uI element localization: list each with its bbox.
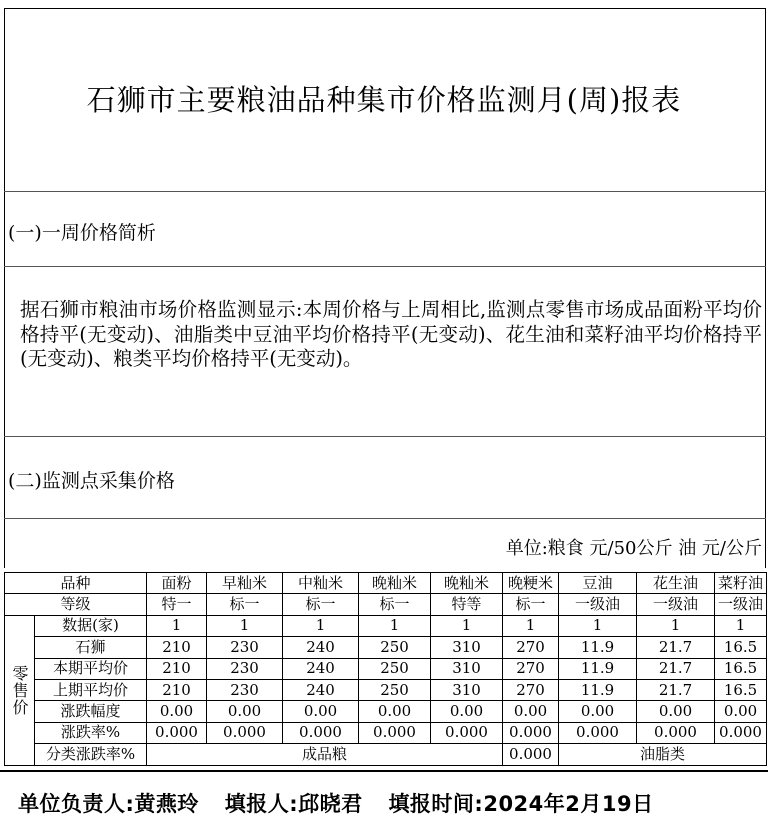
table-cell: 0.000 — [637, 722, 715, 743]
table-cell: 0.00 — [503, 701, 559, 722]
table-cell: 250 — [359, 679, 431, 700]
category-rate-row — [5, 744, 767, 765]
product-header: 晚籼米 — [359, 573, 431, 594]
section-monitoring-prices-label: (二)监测点采集价格 — [8, 470, 175, 492]
table-cell: 11.9 — [559, 658, 637, 679]
report-title: 石狮市主要粮油品种集市价格监测月(周)报表 — [86, 83, 682, 117]
table-cell: 21.7 — [637, 658, 715, 679]
product-header: 花生油 — [637, 573, 715, 594]
grade-cell: 标一 — [283, 594, 359, 615]
table-cell: 210 — [147, 637, 207, 658]
row-label: 涨跌率% — [35, 722, 147, 743]
table-cell: 210 — [147, 679, 207, 700]
table-cell: 1 — [715, 615, 767, 636]
table-cell: 270 — [503, 679, 559, 700]
grade-cell: 一级油 — [559, 594, 637, 615]
table-cell: 0.000 — [503, 722, 559, 743]
table-cell: 0.000 — [283, 722, 359, 743]
table-cell: 11.9 — [559, 679, 637, 700]
grain-category-name: 成品粮 — [147, 744, 503, 765]
grade-cell: 标一 — [207, 594, 283, 615]
unit-note: 单位:粮食 元/50公斤 油 元/公斤 — [505, 538, 762, 559]
table-cell: 310 — [431, 679, 503, 700]
footer-divider — [0, 770, 768, 772]
section-weekly-analysis-label: (一)一周价格简析 — [8, 222, 156, 244]
table-cell: 240 — [283, 637, 359, 658]
table-row — [5, 615, 767, 636]
oil-category-name: 油脂类 — [559, 744, 767, 765]
responsible-person: 单位负责人:黄燕玲 — [18, 792, 199, 816]
report-footer — [18, 788, 672, 818]
table-cell: 270 — [503, 658, 559, 679]
retail-price-side-label: 零售价 — [5, 615, 35, 765]
table-cell: 250 — [359, 637, 431, 658]
table-cell: 230 — [207, 658, 283, 679]
table-cell: 1 — [503, 615, 559, 636]
table-cell: 0.000 — [207, 722, 283, 743]
table-grade-row — [5, 594, 767, 615]
row-label: 涨跌幅度 — [35, 701, 147, 722]
table-cell: 0.00 — [637, 701, 715, 722]
table-header-row — [5, 573, 767, 594]
price-table — [4, 572, 767, 766]
product-header: 晚粳米 — [503, 573, 559, 594]
table-cell: 0.000 — [147, 722, 207, 743]
divider — [4, 191, 766, 192]
product-header: 面粉 — [147, 573, 207, 594]
table-cell: 230 — [207, 679, 283, 700]
grade-cell: 一级油 — [715, 594, 767, 615]
table-cell: 310 — [431, 658, 503, 679]
table-cell: 0.000 — [359, 722, 431, 743]
filler-person: 填报人:邱晓君 — [224, 792, 363, 816]
table-cell: 0.00 — [359, 701, 431, 722]
table-cell: 21.7 — [637, 679, 715, 700]
table-row — [5, 679, 767, 700]
table-cell: 0.00 — [207, 701, 283, 722]
table-row — [5, 722, 767, 743]
table-cell: 1 — [559, 615, 637, 636]
grain-category-rate: 0.000 — [503, 744, 559, 765]
grade-cell: 标一 — [503, 594, 559, 615]
divider — [4, 436, 766, 437]
table-cell: 230 — [207, 637, 283, 658]
table-cell: 250 — [359, 658, 431, 679]
table-cell: 1 — [147, 615, 207, 636]
product-header: 早籼米 — [207, 573, 283, 594]
product-header: 晚籼米 — [431, 573, 503, 594]
table-cell: 240 — [283, 658, 359, 679]
table-cell: 210 — [147, 658, 207, 679]
header-grade: 等级 — [5, 594, 147, 615]
row-label: 本期平均价 — [35, 658, 147, 679]
price-analysis-text: 据石狮市粮油市场价格监测显示:本周价格与上周相比,监测点零售市场成品面粉平均价格持平(无变动)、油脂类中豆油平均价格持平(无变动)、花生油和菜籽油平均价格持平(无变动)、粮类平均价格持平(无变动)。 — [20, 298, 762, 370]
table-cell: 21.7 — [637, 637, 715, 658]
table-cell: 0.00 — [559, 701, 637, 722]
table-cell: 16.5 — [715, 637, 767, 658]
table-cell: 310 — [431, 637, 503, 658]
table-cell: 240 — [283, 679, 359, 700]
header-variety: 品种 — [5, 573, 147, 594]
divider — [4, 266, 766, 267]
table-cell: 270 — [503, 637, 559, 658]
product-header: 中籼米 — [283, 573, 359, 594]
grade-cell: 一级油 — [637, 594, 715, 615]
fill-date: 填报时间:2024年2月19日 — [388, 792, 654, 816]
product-header: 豆油 — [559, 573, 637, 594]
table-cell: 1 — [431, 615, 503, 636]
table-cell: 1 — [207, 615, 283, 636]
row-label: 石狮 — [35, 637, 147, 658]
grade-cell: 特等 — [431, 594, 503, 615]
table-cell: 11.9 — [559, 637, 637, 658]
table-cell: 16.5 — [715, 658, 767, 679]
table-cell: 16.5 — [715, 679, 767, 700]
table-cell: 1 — [359, 615, 431, 636]
table-cell: 0.000 — [715, 722, 767, 743]
product-header: 菜籽油 — [715, 573, 767, 594]
table-cell: 1 — [283, 615, 359, 636]
grade-cell: 标一 — [359, 594, 431, 615]
table-row — [5, 701, 767, 722]
table-cell: 0.00 — [283, 701, 359, 722]
table-cell: 0.000 — [431, 722, 503, 743]
table-cell: 0.000 — [559, 722, 637, 743]
table-cell: 0.00 — [147, 701, 207, 722]
table-row — [5, 637, 767, 658]
grade-cell: 特一 — [147, 594, 207, 615]
row-label: 分类涨跌率% — [35, 744, 147, 765]
row-label: 上期平均价 — [35, 679, 147, 700]
table-row — [5, 658, 767, 679]
table-cell: 1 — [637, 615, 715, 636]
table-cell: 0.00 — [431, 701, 503, 722]
table-cell: 0.00 — [715, 701, 767, 722]
row-label: 数据(家) — [35, 615, 147, 636]
divider — [4, 518, 766, 519]
